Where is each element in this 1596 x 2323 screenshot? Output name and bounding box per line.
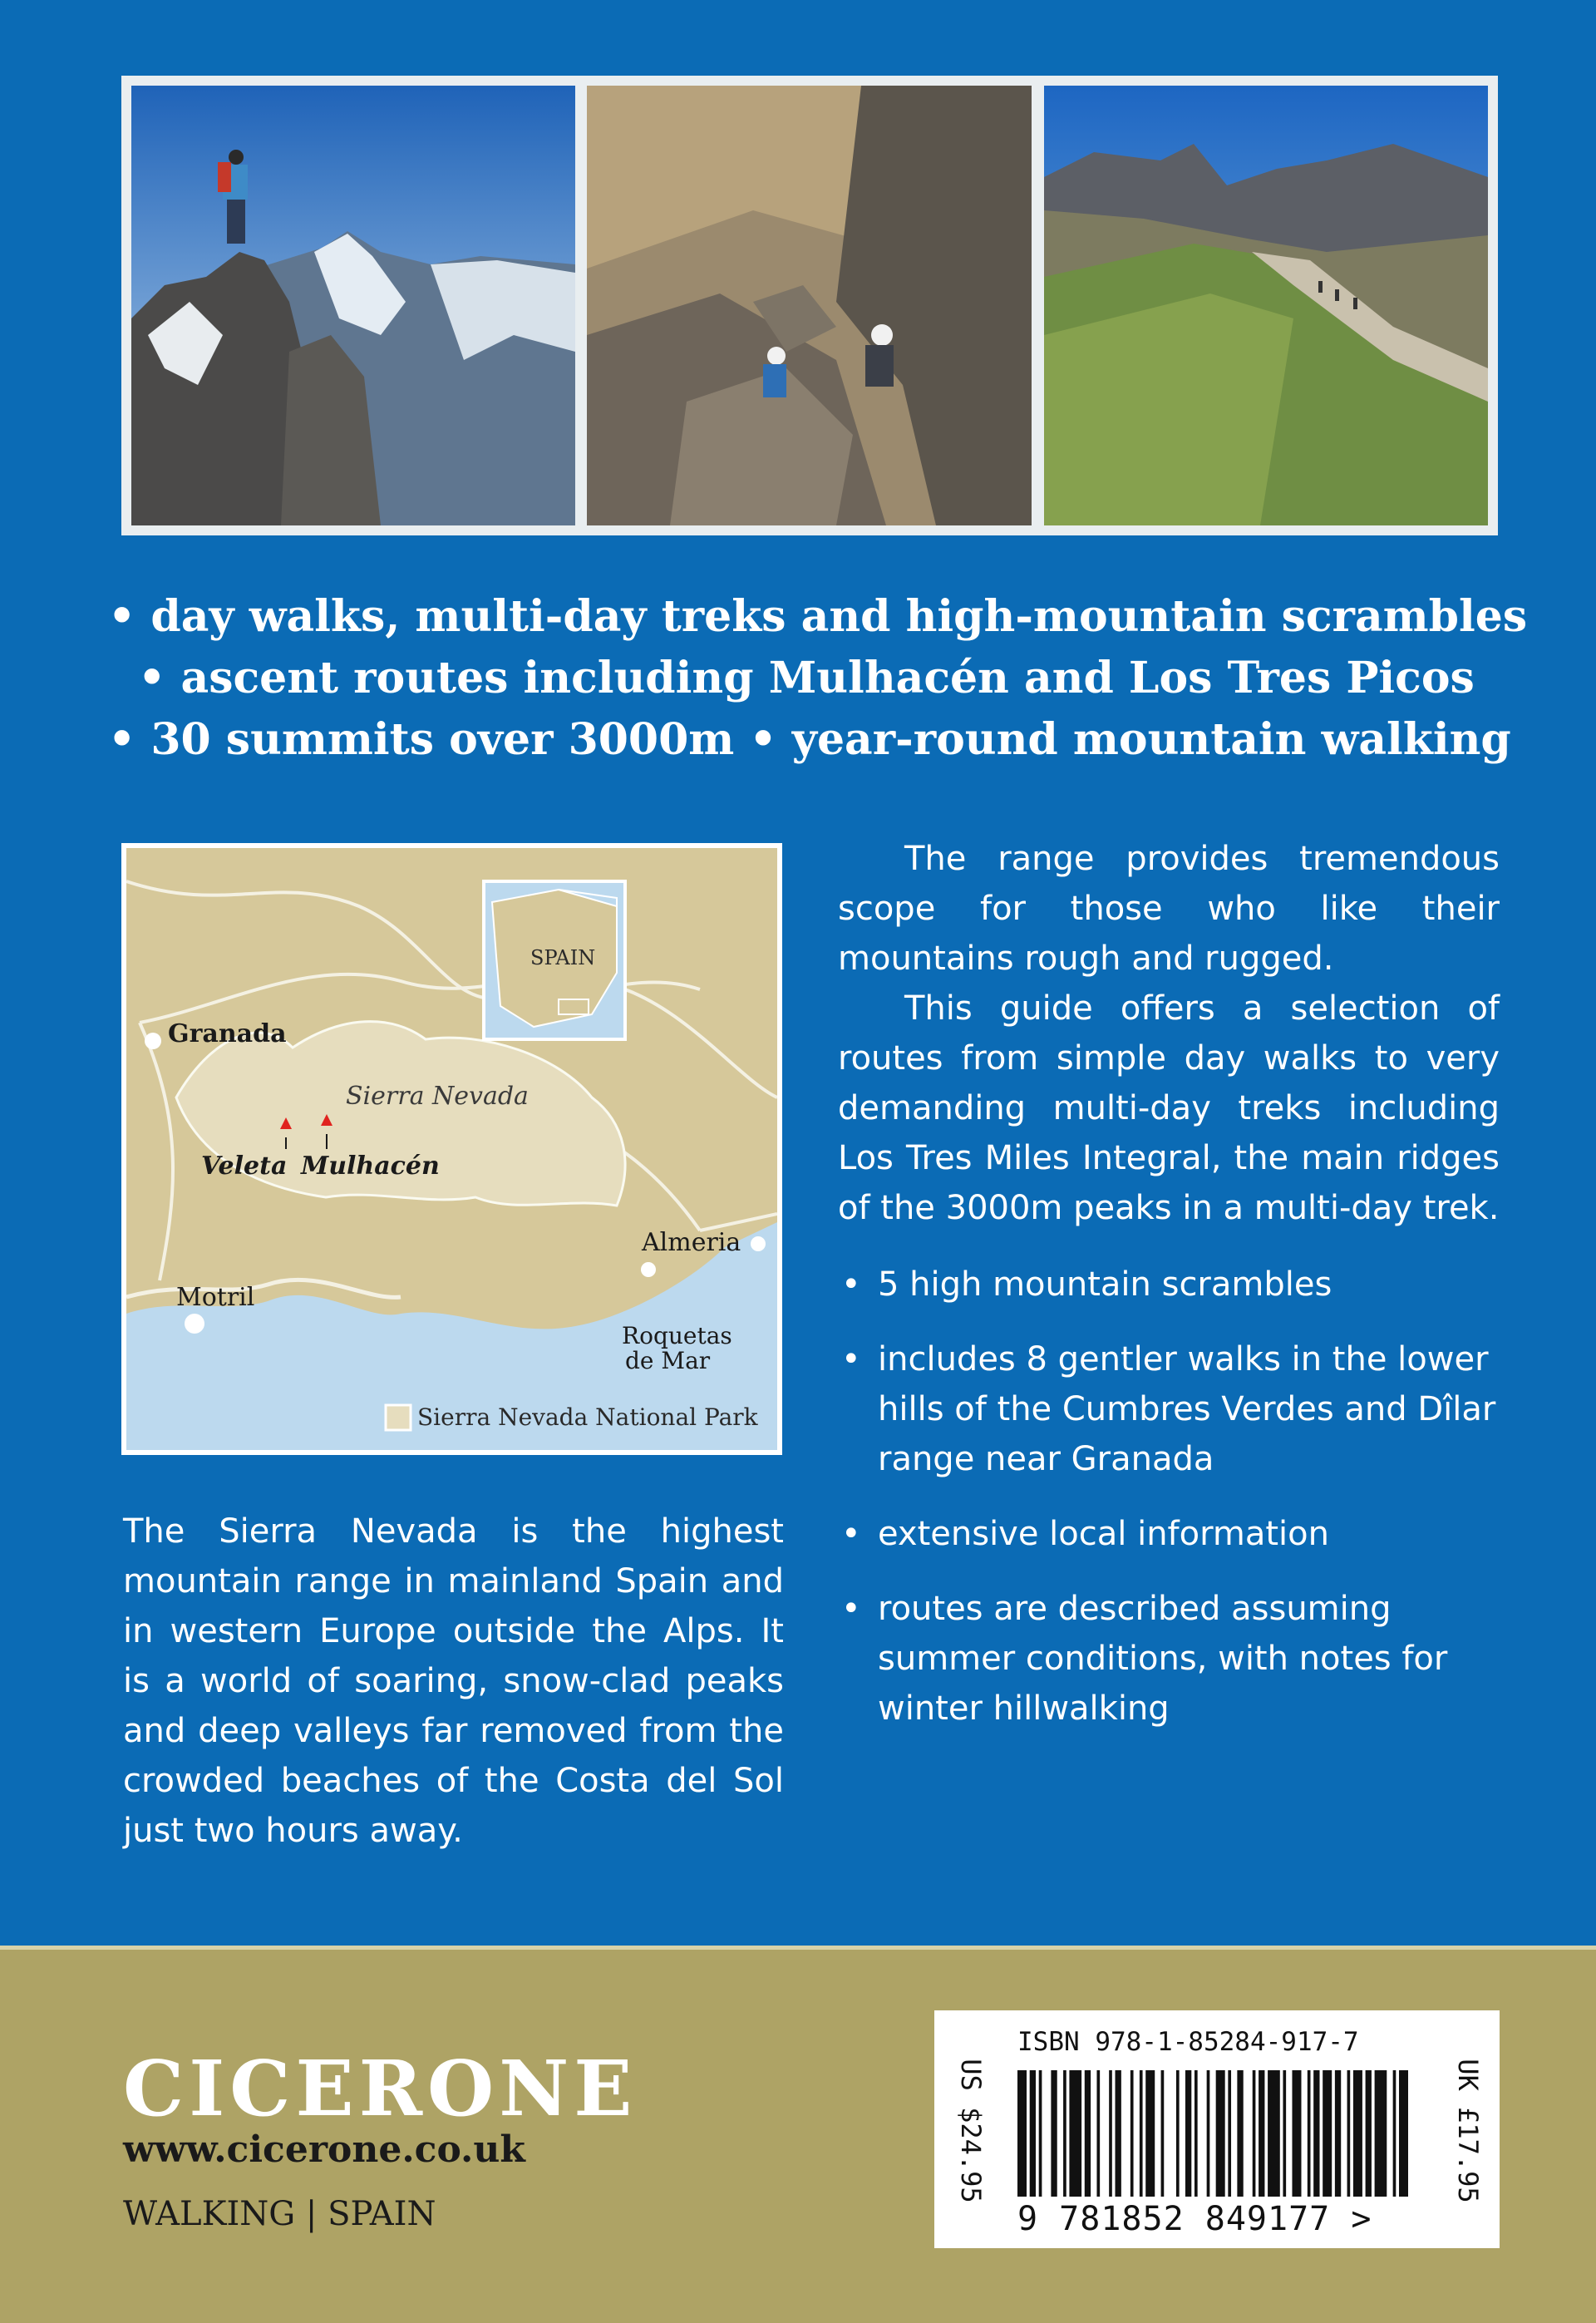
barcode-bar bbox=[1308, 2070, 1311, 2197]
description-column bbox=[838, 834, 1500, 1758]
isbn-text: ISBN 978-1-85284-917-7 bbox=[1017, 2027, 1359, 2057]
barcode-digits: 9 781852 849177 > bbox=[1017, 2200, 1372, 2238]
price-us: US $24.95 bbox=[955, 2059, 987, 2203]
location-map bbox=[121, 843, 782, 1455]
map-label-region: Sierra Nevada bbox=[346, 1082, 529, 1111]
feature-line: • 30 summits over 3000m • year-round mountain walking bbox=[108, 714, 1511, 765]
barcode-bar bbox=[1069, 2070, 1081, 2197]
feature-highlights bbox=[108, 586, 1528, 771]
barcode-bar bbox=[1335, 2070, 1341, 2197]
barcode-bar bbox=[1030, 2070, 1036, 2197]
publisher-logo: CICERONE bbox=[123, 2044, 638, 2133]
map-label-veleta: Veleta bbox=[201, 1152, 288, 1181]
barcode-bar bbox=[1323, 2070, 1332, 2197]
barcode-bar bbox=[1283, 2070, 1286, 2197]
barcode-bar bbox=[1039, 2070, 1042, 2197]
barcode-bar bbox=[1393, 2070, 1396, 2197]
description-paragraph: This guide offers a selection of routes from simple day walks to very demanding multi-day treks including Los Tres Miles Integral, the main ridges of the 3000m peaks in a multi-day trek. bbox=[838, 989, 1500, 1227]
barcode-bar bbox=[1130, 2070, 1134, 2197]
feature-line: • ascent routes including Mulhacén and Los Tres Picos bbox=[138, 653, 1475, 703]
map-legend: Sierra Nevada National Park bbox=[417, 1403, 758, 1431]
barcode-bar bbox=[1313, 2070, 1319, 2197]
photo-strip bbox=[121, 76, 1498, 535]
list-item: • 5 high mountain scrambles bbox=[838, 1260, 1500, 1309]
map-inset-label: SPAIN bbox=[530, 946, 596, 969]
barcode-bar bbox=[1399, 2070, 1408, 2197]
map-label-motril: Motril bbox=[176, 1283, 255, 1312]
bullet-icon: • bbox=[841, 1265, 861, 1304]
barcode-bar bbox=[1195, 2070, 1198, 2197]
highlights-list bbox=[838, 1260, 1500, 1734]
barcode-bar bbox=[1375, 2070, 1387, 2197]
barcode-bar bbox=[1017, 2070, 1027, 2197]
barcode-bar bbox=[1145, 2070, 1155, 2197]
list-item: • extensive local information bbox=[838, 1509, 1500, 1559]
barcode-bar bbox=[1185, 2070, 1191, 2197]
photo-ridge-walkers bbox=[1044, 86, 1488, 525]
list-item: • routes are described assuming summer conditions, with notes for winter hillwalking bbox=[838, 1584, 1500, 1734]
map-label-de-mar: de Mar bbox=[625, 1347, 711, 1374]
map-label-granada: Granada bbox=[168, 1019, 287, 1048]
barcode-bar bbox=[1063, 2070, 1066, 2197]
barcode-bar bbox=[1228, 2070, 1231, 2197]
photo-summit-hiker bbox=[131, 86, 575, 525]
barcode-bar bbox=[1207, 2070, 1210, 2197]
intro-paragraph: The Sierra Nevada is the highest mountain range in mainland Spain and in western Europe outside the Alps. It is a world of soaring, snow-clad peaks and deep valleys far removed from the crowded beaches of the Costa del Sol just two hours away. bbox=[123, 1512, 784, 1850]
description-paragraph: The range provides tremendous scope for those who like their mountains rough and rugged. bbox=[838, 840, 1500, 978]
barcode-bar bbox=[1292, 2070, 1301, 2197]
barcode-bar bbox=[1176, 2070, 1180, 2197]
map-label-mulhacen: Mulhacén bbox=[301, 1152, 440, 1181]
barcode-bar bbox=[1253, 2070, 1256, 2197]
barcode-bar bbox=[1096, 2070, 1100, 2197]
barcode-bar bbox=[1237, 2070, 1243, 2197]
barcode-bar bbox=[1051, 2070, 1057, 2197]
barcode-bar bbox=[1259, 2070, 1264, 2197]
barcode-bar bbox=[1353, 2070, 1362, 2197]
barcode-bar bbox=[1140, 2070, 1143, 2197]
photo-scramblers bbox=[587, 86, 1032, 525]
barcode-bars bbox=[1017, 2070, 1408, 2197]
publisher-website: www.cicerone.co.uk bbox=[123, 2128, 525, 2171]
barcode-bar bbox=[1347, 2070, 1351, 2197]
feature-line: • day walks, multi-day treks and high-mountain scrambles bbox=[108, 591, 1528, 642]
barcode-bar bbox=[1366, 2070, 1372, 2197]
footer-divider bbox=[0, 1946, 1596, 1950]
barcode-bar bbox=[1116, 2070, 1121, 2197]
bullet-icon: • bbox=[841, 1340, 861, 1379]
price-uk: UK £17.95 bbox=[1452, 2059, 1484, 2203]
barcode-bar bbox=[1216, 2070, 1225, 2197]
bullet-icon: • bbox=[841, 1515, 861, 1553]
barcode-bar bbox=[1109, 2070, 1112, 2197]
bullet-icon: • bbox=[841, 1590, 861, 1628]
map-label-almeria: Almeria bbox=[642, 1228, 741, 1257]
barcode-panel bbox=[934, 2010, 1500, 2248]
book-category: WALKING | SPAIN bbox=[123, 2195, 436, 2233]
map-label-roquetas: Roquetas bbox=[622, 1322, 732, 1349]
barcode-bar bbox=[1161, 2070, 1165, 2197]
list-item: • includes 8 gentler walks in the lower hills of the Cumbres Verdes and Dîlar range near Granada bbox=[838, 1334, 1500, 1484]
barcode-bar bbox=[1085, 2070, 1091, 2197]
barcode-bar bbox=[1268, 2070, 1280, 2197]
